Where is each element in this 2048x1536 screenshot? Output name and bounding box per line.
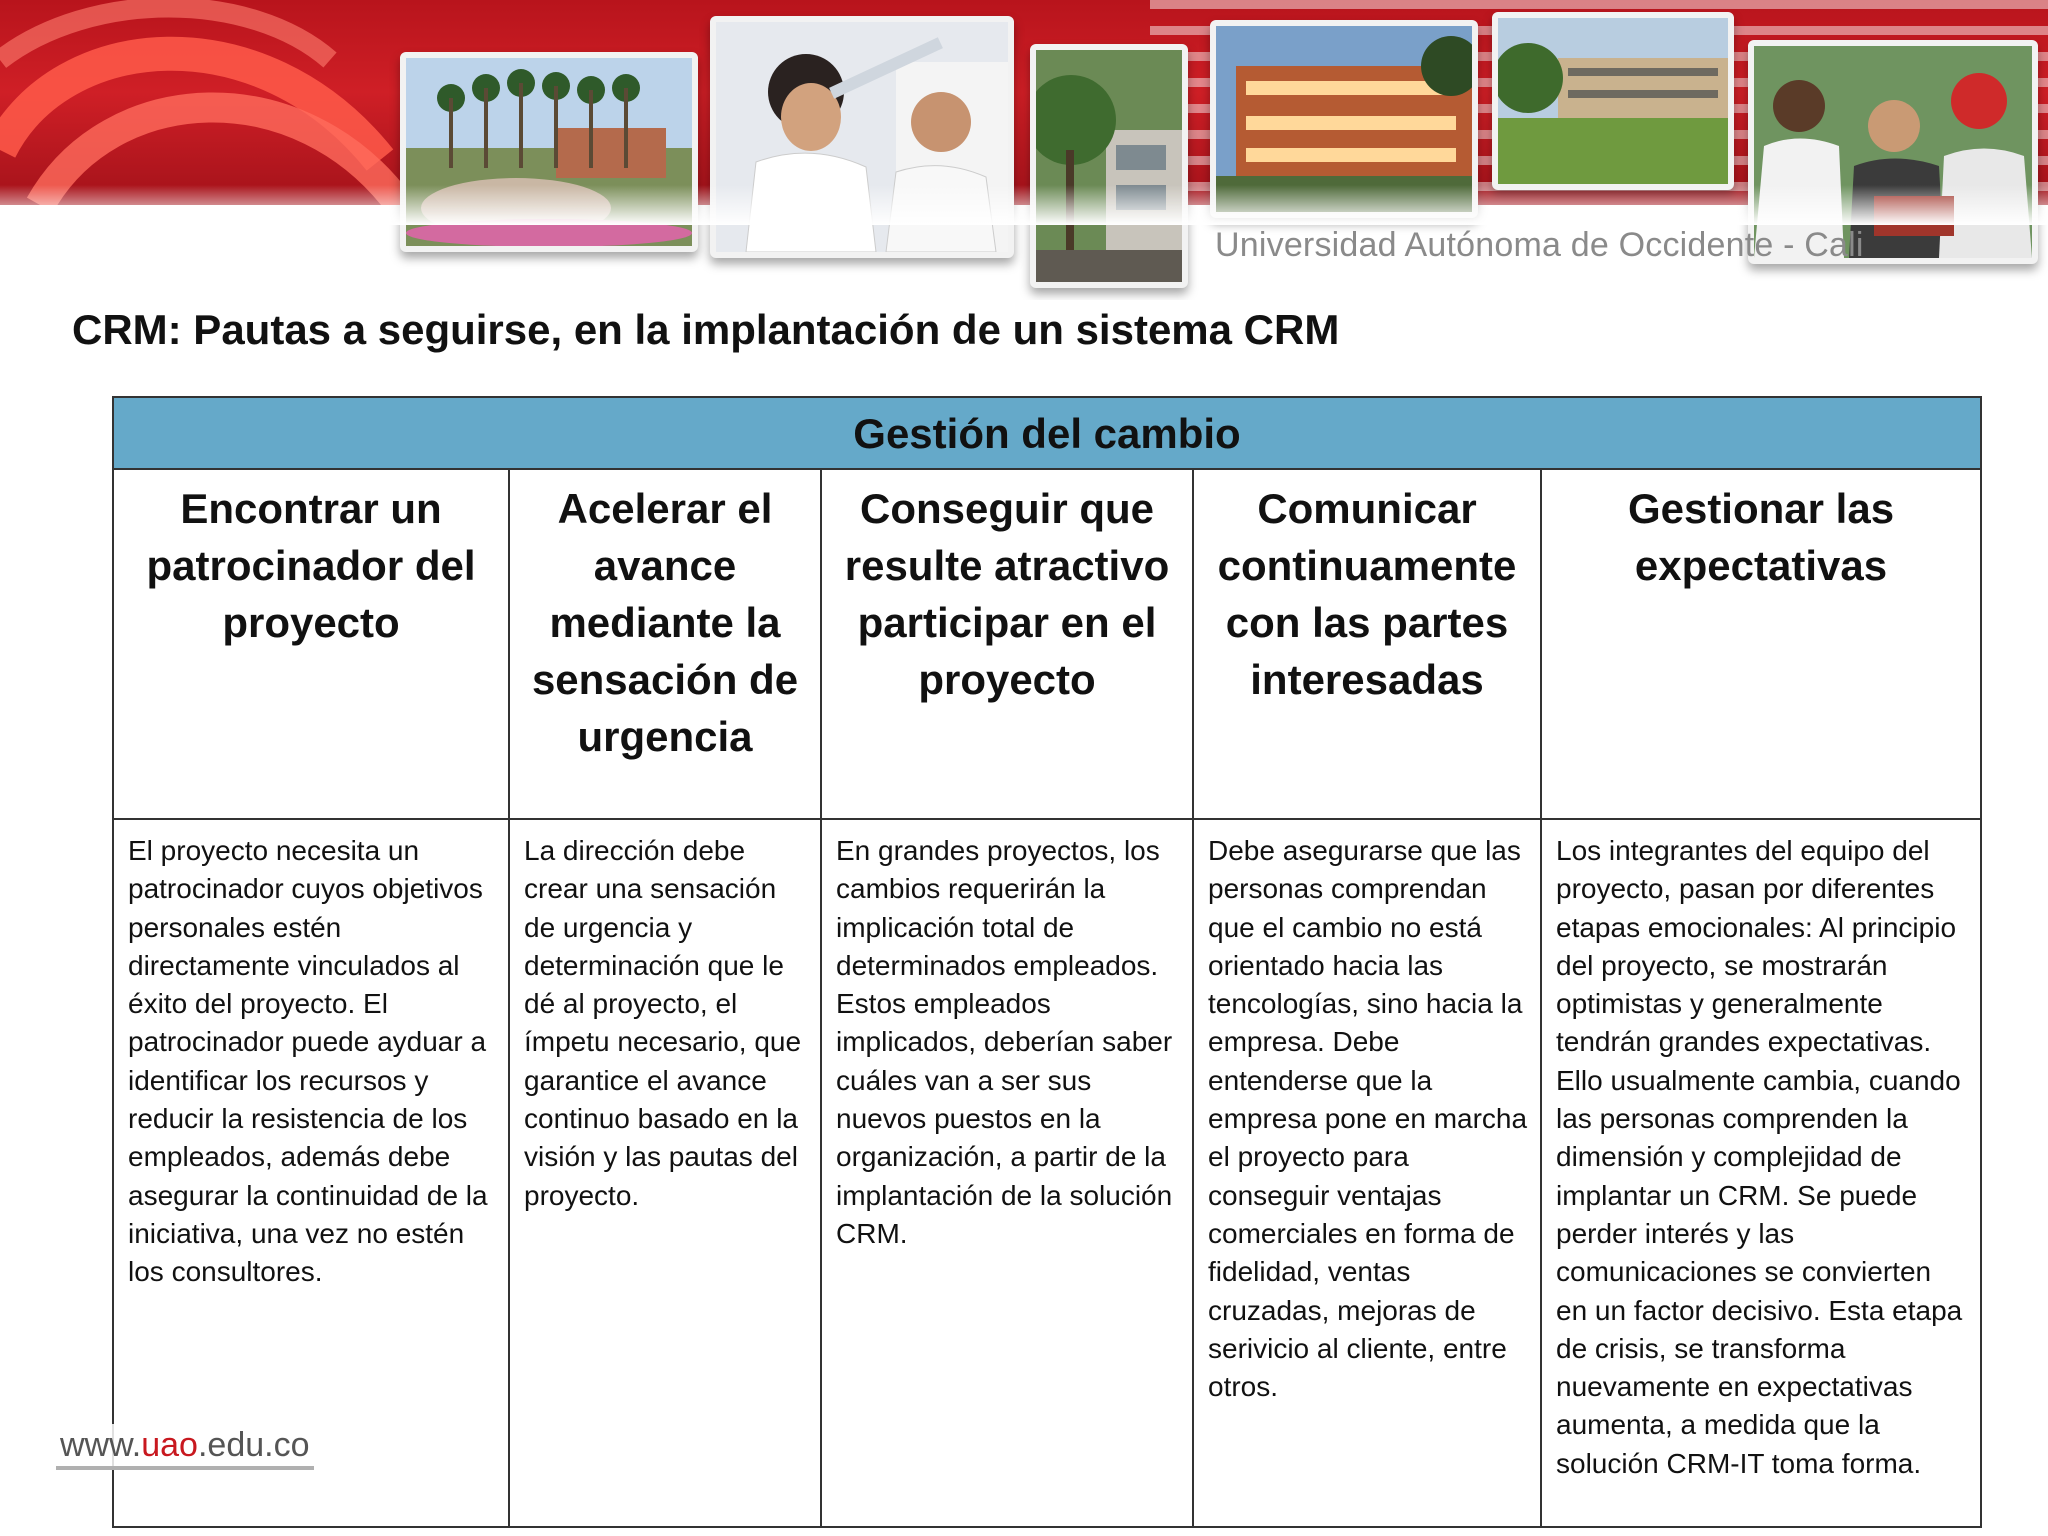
column-body: Los integrantes del equipo del proyecto, pasan por diferentes etapas emocionales: Al principio del proyecto, se mostrarán optimistas y generalmente tendrán grandes expectativas. Ello usualmente cambia, cuando las personas comprenden la dimensión y complejidad de implantar un CRM. Se puede perder interés y las comunicaciones se convierten en un factor decisivo. Esta etapa de crisis, se transforma nuevamente en expectativas aumenta, a medida que la solución CRM-IT toma forma. [1556,835,1963,1479]
banner-fade [0,185,2048,225]
column-heading: Conseguir que resulte atractivo participar en el proyecto [822,470,1192,820]
table-column-communication [1194,470,1542,1526]
campus-lawn-building-photo [1492,12,1734,190]
university-name: Universidad Autónoma de Occidente - Cali [1215,226,1864,264]
slide-title: CRM: Pautas a seguirse, en la implantación de un sistema CRM [72,306,1340,353]
column-heading: Comunicar continuamente con las partes interesadas [1194,470,1540,820]
column-heading: Acelerar el avance mediante la sensación de urgencia [510,470,820,820]
table-column-participation [822,470,1194,1526]
table-header: Gestión del cambio [114,398,1980,470]
website-url-link[interactable] [56,1424,314,1470]
column-heading: Encontrar un patrocinador del proyecto [114,470,508,820]
column-heading: Gestionar las expectativas [1542,470,1980,820]
url-prefix: www. [60,1426,142,1464]
campus-building-tree-photo [1030,44,1188,288]
change-management-table [112,396,1982,1528]
url-accent: uao [141,1426,198,1464]
column-body: En grandes proyectos, los cambios requerirán la implicación total de determinados empleados. Estos empleados implicados, deberían saber cuáles van a ser sus nuevos puestos en la organización, a partir de la implantación de la solución CRM. [836,835,1173,1249]
table-column-sponsor [114,470,510,1526]
table-column-urgency [510,470,822,1526]
url-suffix: .edu.co [197,1426,310,1464]
table-column-expectations [1542,470,1980,1526]
column-body: Debe asegurarse que las personas comprendan que el cambio no está orientado hacia las tencologías, sino hacia la empresa. Debe entenderse que la empresa pone en marcha el proyecto para conseguir ventajas comerciales en forma de fidelidad, ventas cruzadas, mejoras de serivicio al cliente, entre otros. [1208,835,1528,1403]
header-banner [0,0,2048,300]
column-body: El proyecto necesita un patrocinador cuyos objetivos personales estén directamente vinculados al éxito del proyecto. El patrocinador puede ayduar a identificar los recursos y reducir la resistencia de los empleados, además debe asegurar la continuidad de la iniciativa, una vez no estén los consultores. [128,835,488,1288]
column-body: La dirección debe crear una sensación de urgencia y determinación que le dé al proyecto, el ímpetu necesario, que garantice el avance continuo basado en la visión y las pautas del proyecto. [524,835,802,1211]
